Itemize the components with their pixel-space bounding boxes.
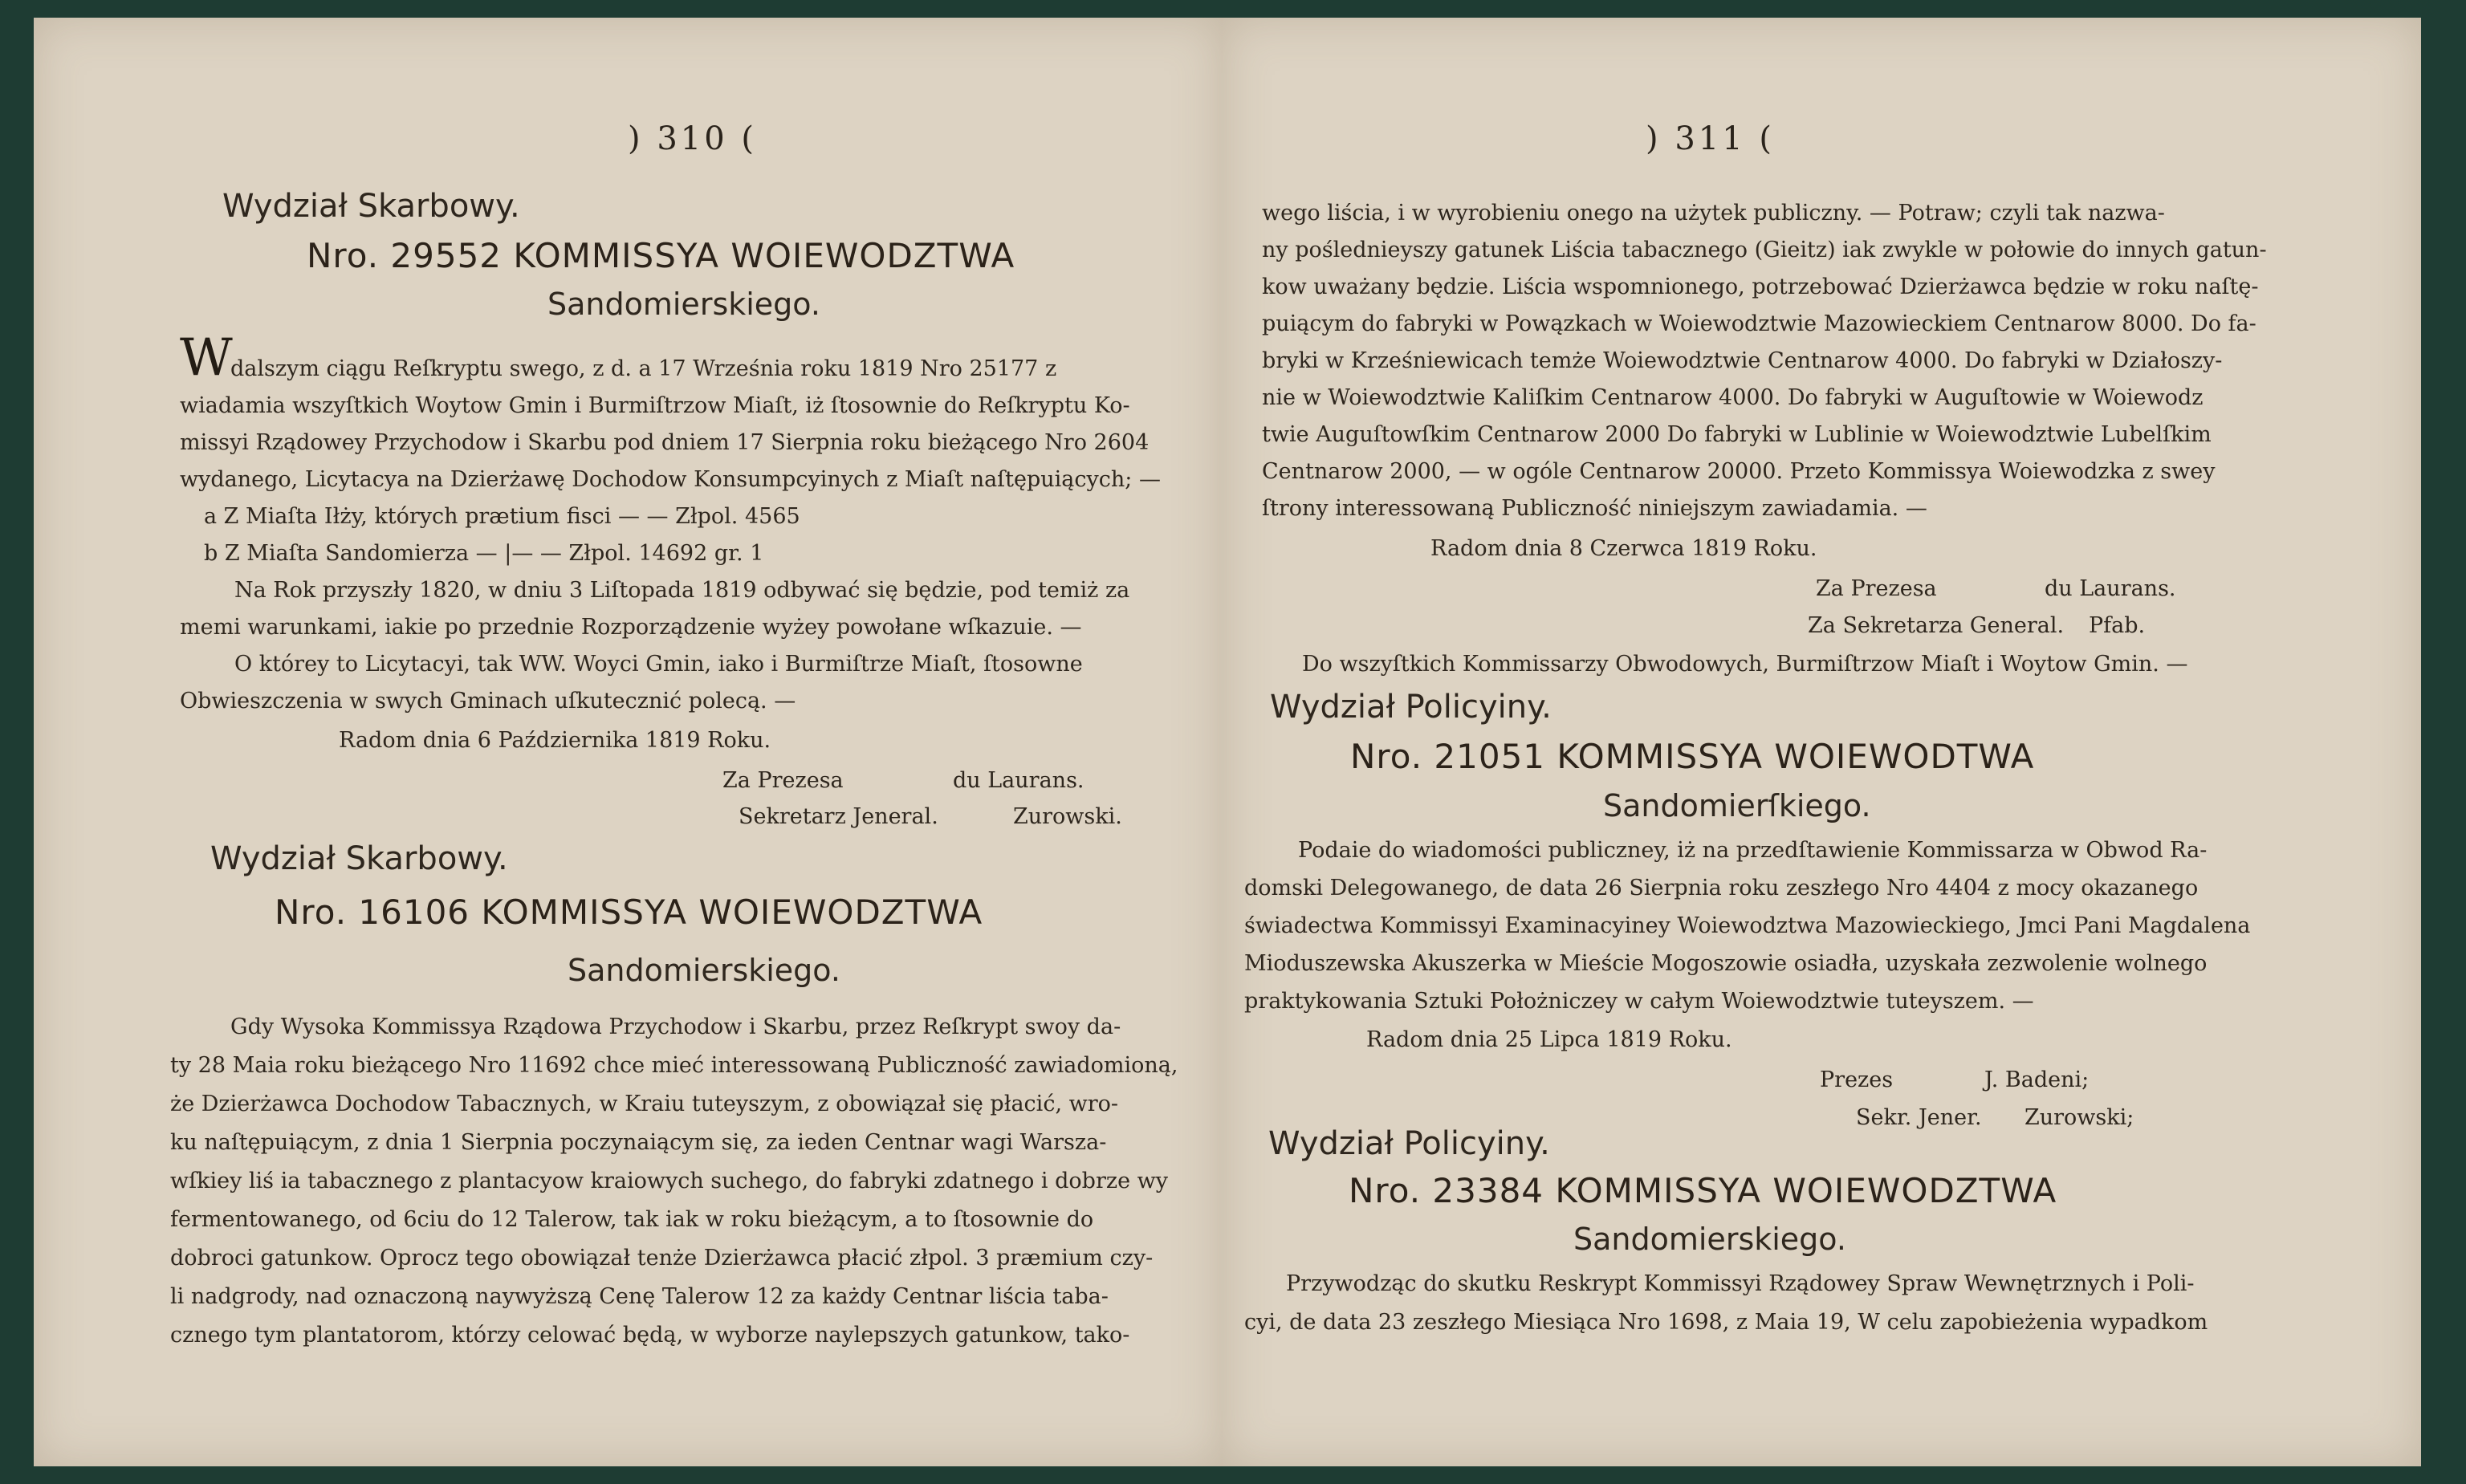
signature-name: du Laurans. [953, 768, 1084, 793]
signature-name: Zurowski. [1013, 804, 1122, 829]
department-title: Wydział Policyiny. [1270, 689, 1552, 726]
text-line: a Z Miaſta Iłży, których prætium fisci — — Złpol. 4565 [204, 504, 800, 529]
text-line: ſtrony interessowaną Publiczność niniejszym zawiadamia. — [1262, 496, 1927, 521]
text-line: Podaie do wiadomości publiczney, iż na przedſtawienie Kommissarza w Obwod Ra- [1298, 838, 2208, 863]
text-line: ku naſtępuiącym, z dnia 1 Sierpnia poczynaiącym się, za ieden Centnar wagi Warsza- [170, 1130, 1107, 1155]
text-line: Mioduszewska Akuszerka w Mieście Mogoszowie osiadła, uzyskała zezwolenie wolnego [1244, 951, 2208, 976]
text-line: wiadamia wszyſtkich Woytow Gmin i Burmiſtrzow Miaſt, iż ſtosownie do Reſkryptu Ko- [180, 393, 1130, 418]
text-line: b Z Miaſta Sandomierza — |— — Złpol. 14692 gr. 1 [204, 541, 764, 566]
signature-role: Sekr. Jener. [1856, 1105, 1982, 1130]
text-line: Centnarow 2000, — w ogóle Centnarow 20000. Przeto Kommissya Woiewodzka z swey [1262, 459, 2216, 484]
text-line: ny poślednieyszy gatunek Liścia tabacznego (Gieitz) iak zwykle w połowie do innych gatun- [1262, 238, 2267, 262]
text-line: Obwieszczenia w swych Gminach uſkutecznić polecą. — [180, 689, 796, 714]
signature-name: Pfab. [2089, 613, 2146, 638]
text-line: fermentowanego, od 6ciu do 12 Talerow, tak iak w roku bieżącym, a to ſtosownie do [170, 1207, 1094, 1232]
text-line: dalszym ciągu Reſkryptu swego, z d. a 17 Września roku 1819 Nro 25177 z [230, 356, 1057, 381]
right-page [1222, 18, 2421, 1466]
text-line: cyi, de data 23 zeszłego Miesiąca Nro 1698, z Maia 19, W celu zapobieżenia wypadkom [1244, 1310, 2208, 1335]
department-title: Wydział Skarbowy. [222, 188, 520, 225]
text-line: twie Auguſtowſkim Centnarow 2000 Do fabryki w Lublinie w Woiewodztwie Lubelſkim [1262, 422, 2212, 447]
text-line: O którey to Licytacyi, tak WW. Woyci Gmin, iako i Burmiſtrze Miaſt, ſtosowne [234, 652, 1083, 677]
signature-name: du Laurans. [2045, 576, 2176, 601]
text-line: memi warunkami, iakie po przednie Rozporządzenie wyżey powołane wſkazuie. — [180, 615, 1082, 640]
notice-subheading: Sandomierskiego. [547, 287, 820, 322]
page-number: ) 310 ( [628, 120, 757, 157]
notice-heading: Nro. 16106 KOMMISSYA WOIEWODZTWA [275, 892, 983, 932]
place-date: Radom dnia 8 Czerwca 1819 Roku. [1430, 536, 1817, 561]
text-line: domski Delegowanego, de data 26 Sierpnia roku zeszłego Nro 4404 z mocy okazanego [1244, 876, 2199, 901]
text-line: wydanego, Licytacya na Dzierżawę Dochodow Konsumpcyinych z Miaſt naſtępuiących; — [180, 467, 1161, 492]
notice-subheading: Sandomierskiego. [568, 953, 840, 988]
signature-name: J. Badeni; [1984, 1067, 2090, 1092]
text-line: cznego tym plantatorom, którzy celować będą, w wyborze naylepszych gatunkow, tako- [170, 1323, 1130, 1348]
notice-subheading: Sandomierskiego. [1573, 1222, 1846, 1257]
distribution-note: Do wszyſtkich Kommissarzy Obwodowych, Burmiſtrzow Miaſt i Woytow Gmin. — [1302, 652, 2188, 677]
text-line: puiącym do fabryki w Powązkach w Woiewodztwie Mazowieckiem Centnarow 8000. Do fa- [1262, 311, 2256, 336]
department-title: Wydział Skarbowy. [210, 840, 508, 877]
text-line: nie w Woiewodztwie Kaliſkim Centnarow 4000. Do fabryki w Auguſtowie w Woiewodz [1262, 385, 2204, 410]
notice-heading: Nro. 23384 KOMMISSYA WOIEWODZTWA [1349, 1171, 2057, 1210]
text-line: dobroci gatunkow. Oprocz tego obowiązał tenże Dzierżawca płacić złpol. 3 præmium czy- [170, 1246, 1154, 1271]
signature-role: Za Sekretarza General. [1808, 613, 2065, 638]
place-date: Radom dnia 6 Października 1819 Roku. [339, 728, 771, 753]
text-line: li nadgrody, nad oznaczoną naywyższą Cenę Talerow 12 za każdy Centnar liścia taba- [170, 1284, 1109, 1309]
text-line: że Dzierżawca Dochodow Tabacznych, w Kraiu tuteyszym, z obowiązał się płacić, wro- [170, 1092, 1118, 1116]
signature-role: Sekretarz Jeneral. [739, 804, 938, 829]
notice-heading: Nro. 29552 KOMMISSYA WOIEWODZTWA [307, 236, 1015, 275]
notice-heading: Nro. 21051 KOMMISSYA WOIEWODTWA [1350, 737, 2035, 776]
text-line: praktykowania Sztuki Położniczey w całym Woiewodztwie tuteyszem. — [1244, 989, 2034, 1014]
signature-role: Za Prezesa [1816, 576, 1937, 601]
signature-role: Za Prezesa [722, 768, 844, 793]
place-date: Radom dnia 25 Lipca 1819 Roku. [1366, 1027, 1732, 1052]
signature-role: Prezes [1820, 1067, 1894, 1092]
text-line: Na Rok przyszły 1820, w dniu 3 Liſtopada 1819 odbywać się będzie, pod temiż za [234, 578, 1130, 603]
department-title: Wydział Policyiny. [1268, 1125, 1550, 1162]
signature-name: Zurowski; [2024, 1105, 2134, 1130]
text-line: bryki w Krześniewicach temże Woiewodztwie Centnarow 4000. Do fabryki w Działoszy- [1262, 348, 2223, 373]
text-line: missyi Rządowey Przychodow i Skarbu pod dniem 17 Sierpnia roku bieżącego Nro 2604 [180, 430, 1150, 455]
text-line: ty 28 Maia roku bieżącego Nro 11692 chce mieć interessowaną Publiczność zawiadomioną, [170, 1053, 1178, 1078]
text-line: świadectwa Kommissyi Examinacyiney Woiewodztwa Mazowieckiego, Jmci Pani Magdalena [1244, 913, 2251, 938]
text-line: kow uważany będzie. Liścia wspomnionego, potrzebować Dzierżawca będzie w roku naſtę- [1262, 274, 2259, 299]
text-line: Przywodząc do skutku Reskrypt Kommissyi Rządowey Spraw Wewnętrznych i Poli- [1286, 1271, 2195, 1296]
text-line: wego liścia, i w wyrobieniu onego na użytek publiczny. — Potraw; czyli tak nazwa- [1262, 201, 2165, 226]
text-line: wſkiey liś ia tabacznego z plantacyow kraiowych suchego, do fabryki zdatnego i dobrze wy [170, 1169, 1169, 1193]
left-page [34, 18, 1222, 1466]
notice-subheading: Sandomierſkiego. [1603, 788, 1871, 823]
text-line: Gdy Wysoka Kommissya Rządowa Przychodow i Skarbu, przez Reſkrypt swoy da- [230, 1014, 1121, 1039]
drop-cap: W [180, 328, 233, 388]
page-number: ) 311 ( [1646, 120, 1775, 157]
